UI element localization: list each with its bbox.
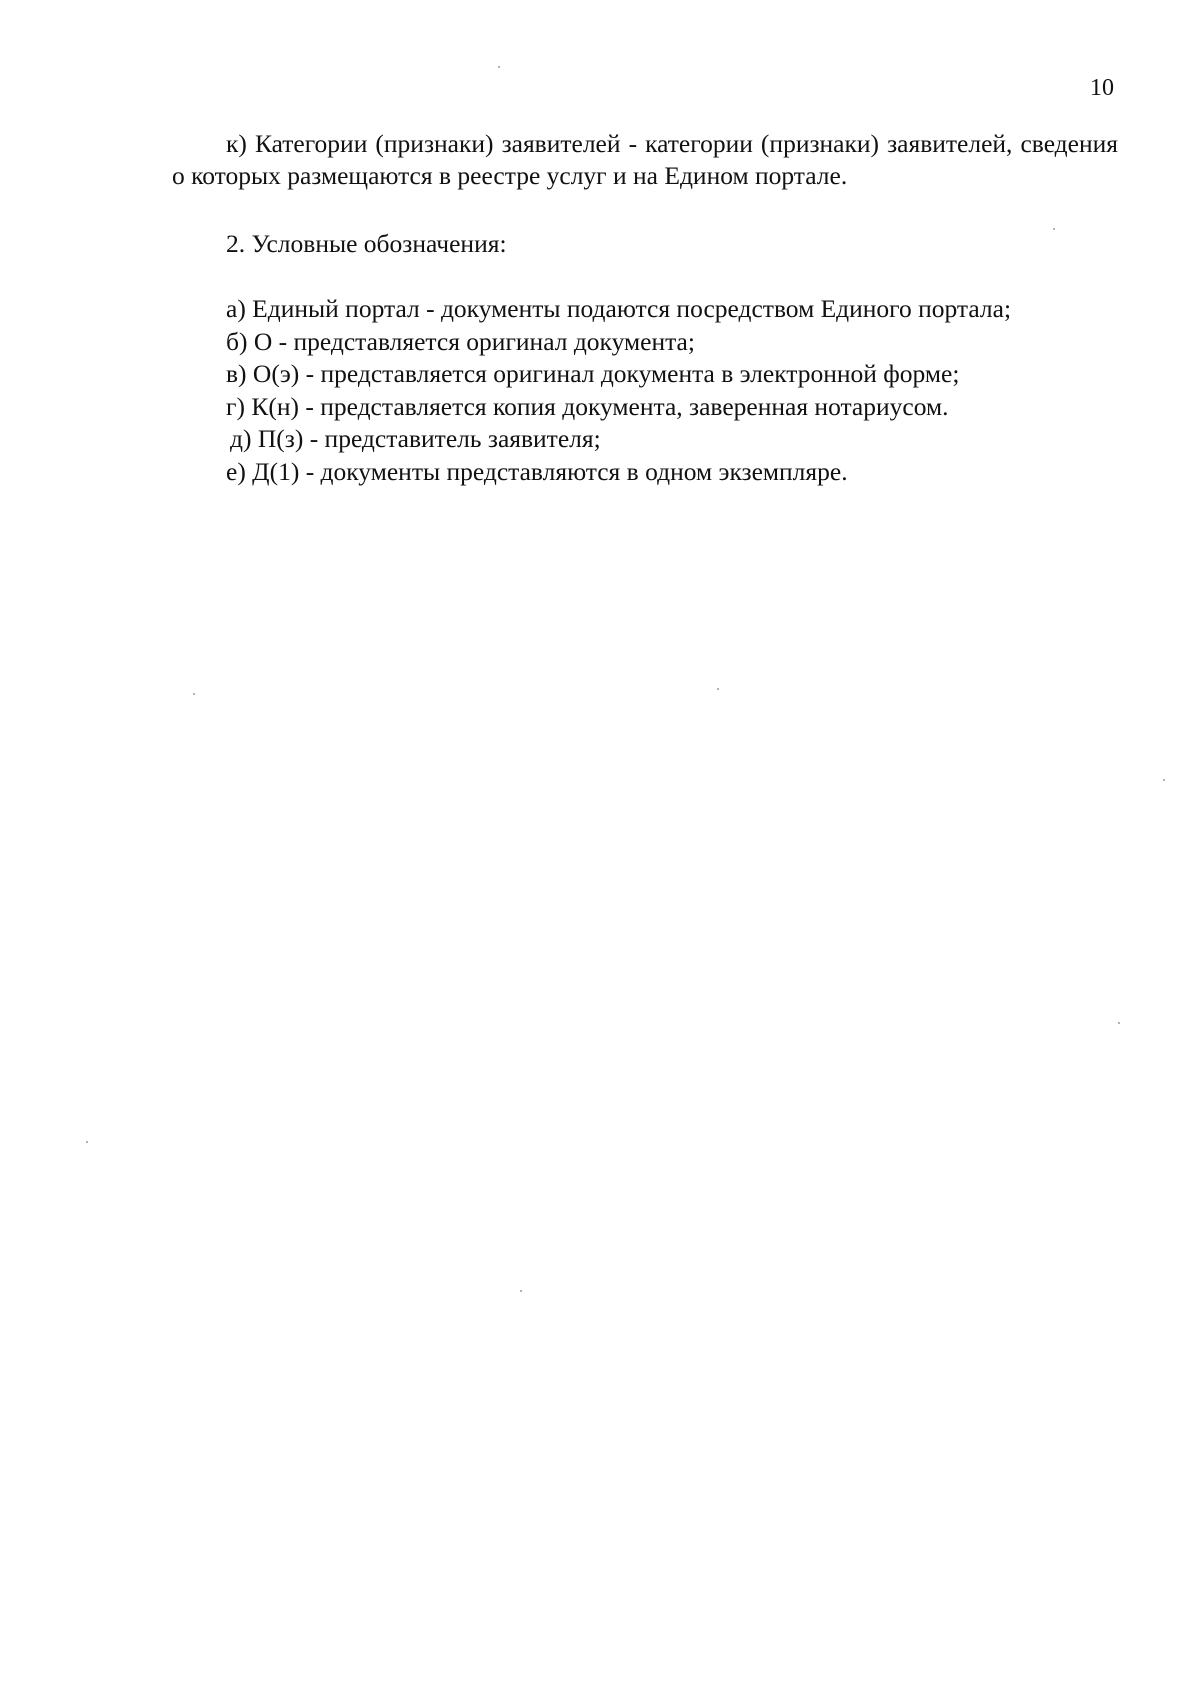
legend-item: в) О(э) - представляется оригинал документа в электронной форме; <box>226 359 960 388</box>
legend-item: б) О - представляется оригинал документа; <box>226 326 695 356</box>
legend-item: а) Единый портал - документы подаются посредством Единого портала; <box>226 294 1012 323</box>
legend-item: д) П(з) - представитель заявителя; <box>230 424 601 453</box>
scan-speck <box>498 66 500 68</box>
scan-speck <box>520 1290 522 1292</box>
scan-speck <box>1053 228 1055 230</box>
legend-list <box>226 293 1126 488</box>
scan-speck <box>717 688 719 690</box>
legend-item: г) К(н) - представляется копия документа, заверенная нотариусом. <box>226 391 949 421</box>
scan-speck <box>86 1141 88 1143</box>
section-heading: 2. Условные обозначения: <box>226 229 507 258</box>
intro-paragraph: к) Категории (признаки) заявителей - категории (признаки) заявителей, сведения о которых размещаются в реестре услуг и на Едином портале. <box>172 129 1118 190</box>
scan-speck <box>1163 779 1165 781</box>
page-number: 10 <box>1090 75 1114 101</box>
scan-speck <box>1118 1022 1120 1024</box>
scan-speck <box>193 693 195 695</box>
legend-item: е) Д(1) - документы представляются в одном экземпляре. <box>226 456 848 486</box>
